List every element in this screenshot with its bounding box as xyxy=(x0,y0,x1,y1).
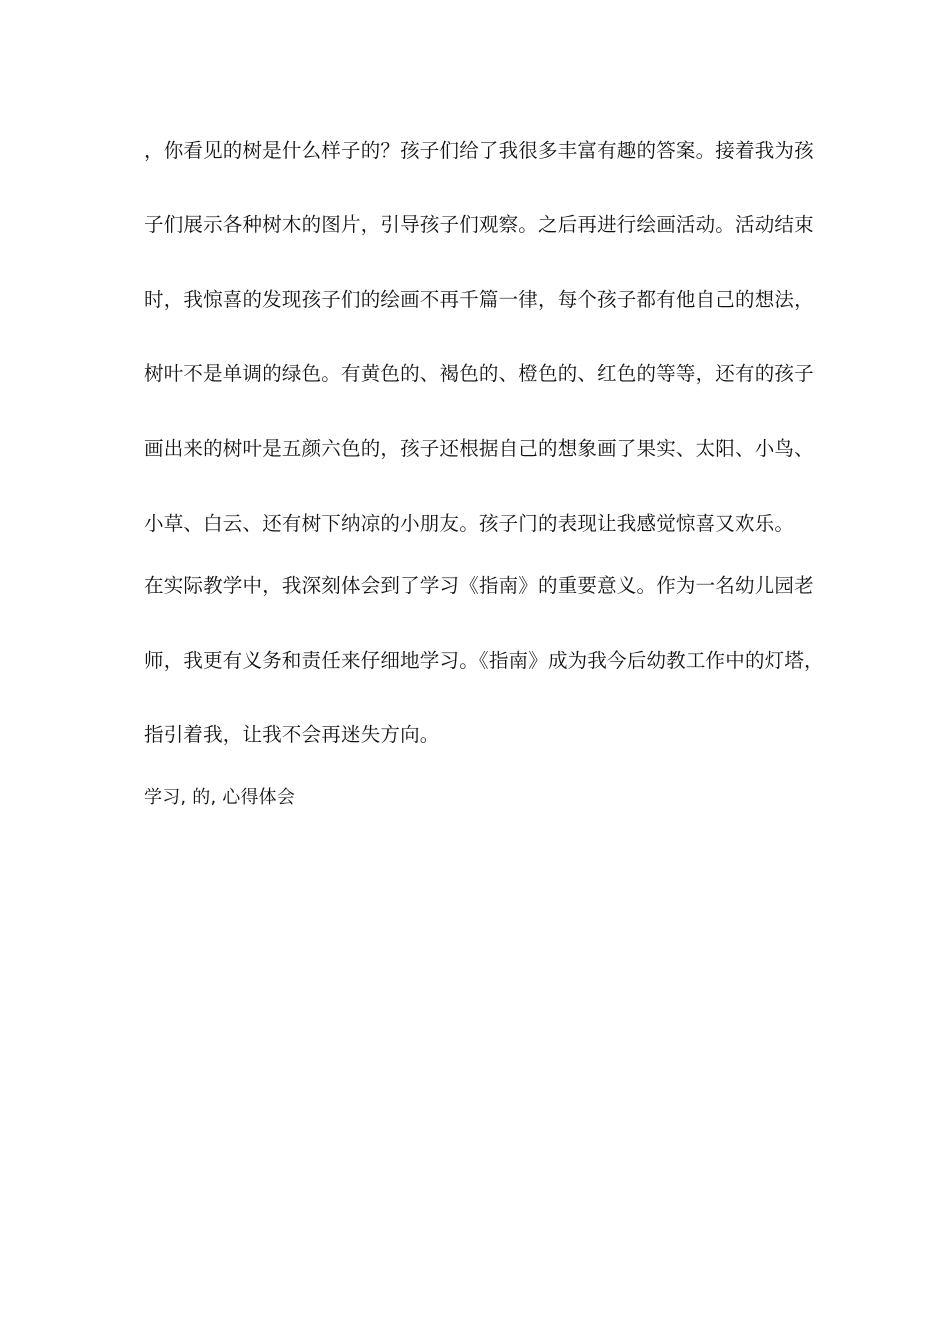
paragraph-2-line-1: 在实际教学中，我深刻体会到了学习《指南》的重要意义。作为一名幼儿园老 xyxy=(144,574,814,597)
paragraph-1-line-6: 小草、白云、还有树下纳凉的小朋友。孩子门的表现让我感觉惊喜又欢乐。 xyxy=(144,512,795,535)
paragraph-2-line-3: 指引着我，让我不会再迷失方向。 xyxy=(144,723,440,746)
paragraph-2-line-2: 师，我更有义务和责任来仔细地学习。《指南》成为我今后幼教工作中的灯塔， xyxy=(144,649,824,672)
paragraph-1-line-1: ，你看见的树是什么样子的？孩子们给了我很多丰富有趣的答案。接着我为孩 xyxy=(144,139,814,162)
paragraph-1-line-5: 画出来的树叶是五颜六色的，孩子还根据自己的想象画了果实、太阳、小鸟、 xyxy=(144,437,814,460)
paragraph-1-line-3: 时，我惊喜的发现孩子们的绘画不再千篇一律，每个孩子都有他自己的想法， xyxy=(144,288,814,311)
paragraph-1-line-4: 树叶不是单调的绿色。有黄色的、褐色的、橙色的、红色的等等，还有的孩子 xyxy=(144,362,814,385)
paragraph-1-line-2: 子们展示各种树木的图片，引导孩子们观察。之后再进行绘画活动。活动结束 xyxy=(144,213,814,236)
document-tags: 学习, 的, 心得体会 xyxy=(144,787,296,808)
